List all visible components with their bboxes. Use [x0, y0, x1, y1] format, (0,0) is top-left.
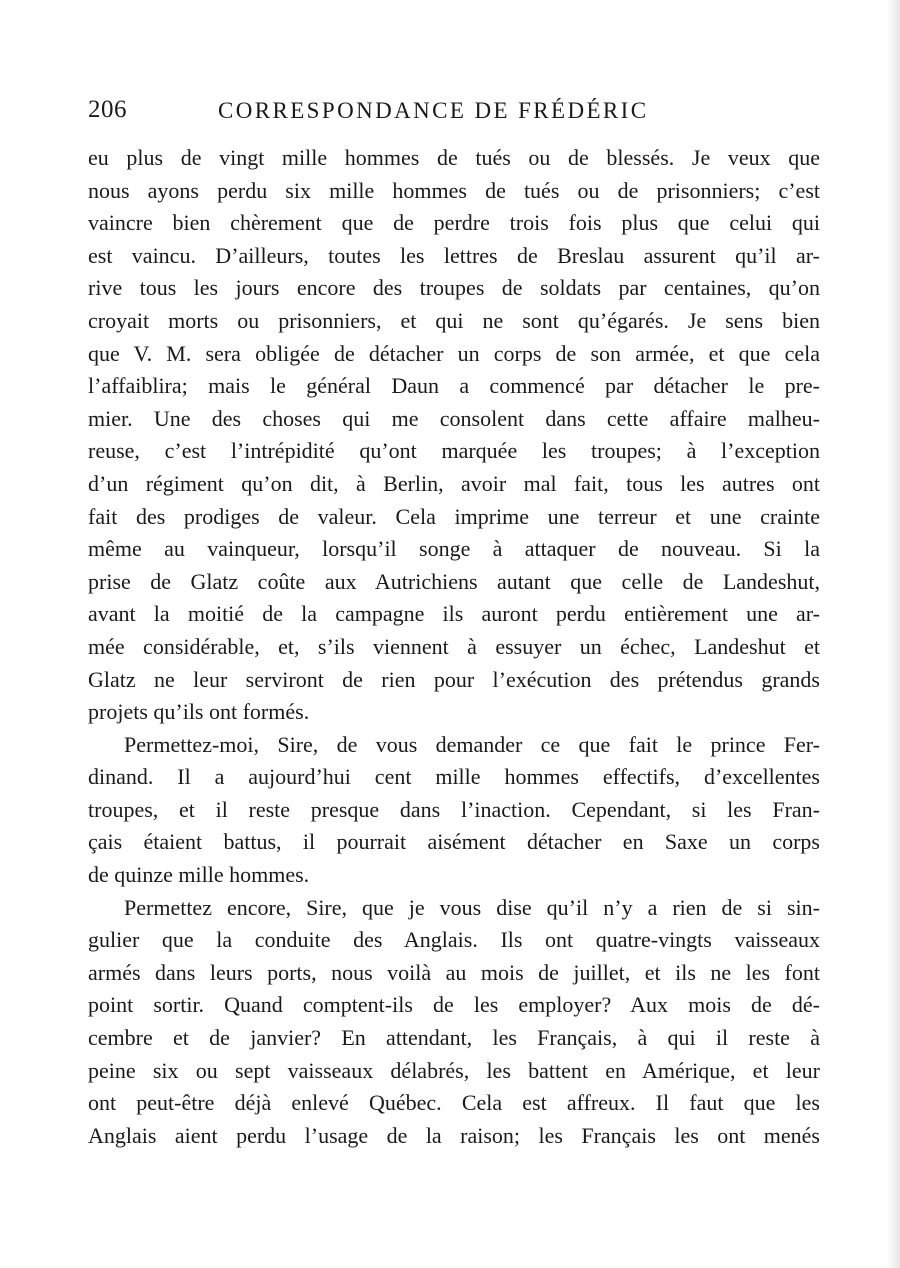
text-line: Anglais aient perdu l’usage de la raison; les Français les ont menés — [88, 1122, 820, 1148]
text-line: que V. M. sera obligée de détacher un corps de son armée, et que cela — [88, 340, 820, 366]
text-line: troupes, et il reste presque dans l’inaction. Cependant, si les Fran- — [88, 796, 820, 822]
text-line: point sortir. Quand comptent-ils de les employer? Aux mois de dé- — [88, 992, 820, 1018]
text-line: dinand. Il a aujourd’hui cent mille hommes effectifs, d’excellentes — [88, 764, 820, 790]
text-line: l’affaiblira; mais le général Daun a commencé par détacher le pre- — [88, 373, 820, 399]
text-line: fait des prodiges de valeur. Cela imprime une terreur et une crainte — [88, 503, 820, 529]
body-text — [88, 142, 820, 1152]
text-line: Permettez encore, Sire, que je vous dise qu’il n’y a rien de si sin- — [124, 894, 820, 920]
text-line: çais étaient battus, il pourrait aisément détacher en Saxe un corps — [88, 829, 820, 855]
text-line: de quinze mille hommes. — [88, 862, 310, 888]
text-line: est vaincu. D’ailleurs, toutes les lettres de Breslau assurent qu’il ar- — [88, 242, 820, 268]
text-line: rive tous les jours encore des troupes de soldats par centaines, qu’on — [88, 275, 820, 301]
text-line: gulier que la conduite des Anglais. Ils ont quatre-vingts vaisseaux — [88, 927, 820, 953]
text-line: peine six ou sept vaisseaux délabrés, les battent en Amérique, et leur — [88, 1057, 820, 1083]
running-head — [88, 96, 820, 130]
text-line: prise de Glatz coûte aux Autrichiens autant que celle de Landeshut, — [88, 568, 820, 594]
text-line: eu plus de vingt mille hommes de tués ou de blessés. Je veux que — [88, 145, 820, 170]
paragraph-2 — [88, 729, 820, 892]
paragraph-3 — [88, 892, 820, 1153]
text-line: reuse, c’est l’intrépidité qu’ont marquée les troupes; à l’exception — [88, 438, 820, 464]
running-title: CORRESPONDANCE DE FRÉDÉRIC — [218, 98, 649, 123]
text-line: avant la moitié de la campagne ils auront perdu entièrement une ar- — [88, 601, 820, 627]
text-line: cembre et de janvier? En attendant, les Français, à qui il reste à — [88, 1025, 820, 1051]
text-line: d’un régiment qu’on dit, à Berlin, avoir mal fait, tous les autres ont — [88, 470, 820, 496]
text-line: armés dans leurs ports, nous voilà au mois de juillet, et ils ne les font — [88, 959, 820, 985]
paragraph-1 — [88, 142, 820, 729]
page-number: 206 — [88, 96, 127, 123]
page-edge-shadow — [886, 0, 900, 1268]
text-line: projets qu’ils ont formés. — [88, 699, 310, 725]
text-line: croyait morts ou prisonniers, et qui ne sont qu’égarés. Je sens bien — [88, 307, 820, 333]
text-line: mée considérable, et, s’ils viennent à essuyer un échec, Landeshut et — [88, 633, 820, 659]
text-line: ont peut-être déjà enlevé Québec. Cela est affreux. Il faut que les — [88, 1090, 820, 1116]
text-line: vaincre bien chèrement que de perdre trois fois plus que celui qui — [88, 210, 820, 236]
text-line: Permettez-moi, Sire, de vous demander ce que fait le prince Fer- — [124, 731, 820, 757]
text-line: mier. Une des choses qui me consolent dans cette affaire malheu- — [88, 405, 820, 431]
text-line: Glatz ne leur serviront de rien pour l’exécution des prétendus grands — [88, 666, 820, 692]
text-line: nous ayons perdu six mille hommes de tués ou de prisonniers; c’est — [88, 177, 820, 203]
text-line: même au vainqueur, lorsqu’il songe à attaquer de nouveau. Si la — [88, 536, 820, 562]
